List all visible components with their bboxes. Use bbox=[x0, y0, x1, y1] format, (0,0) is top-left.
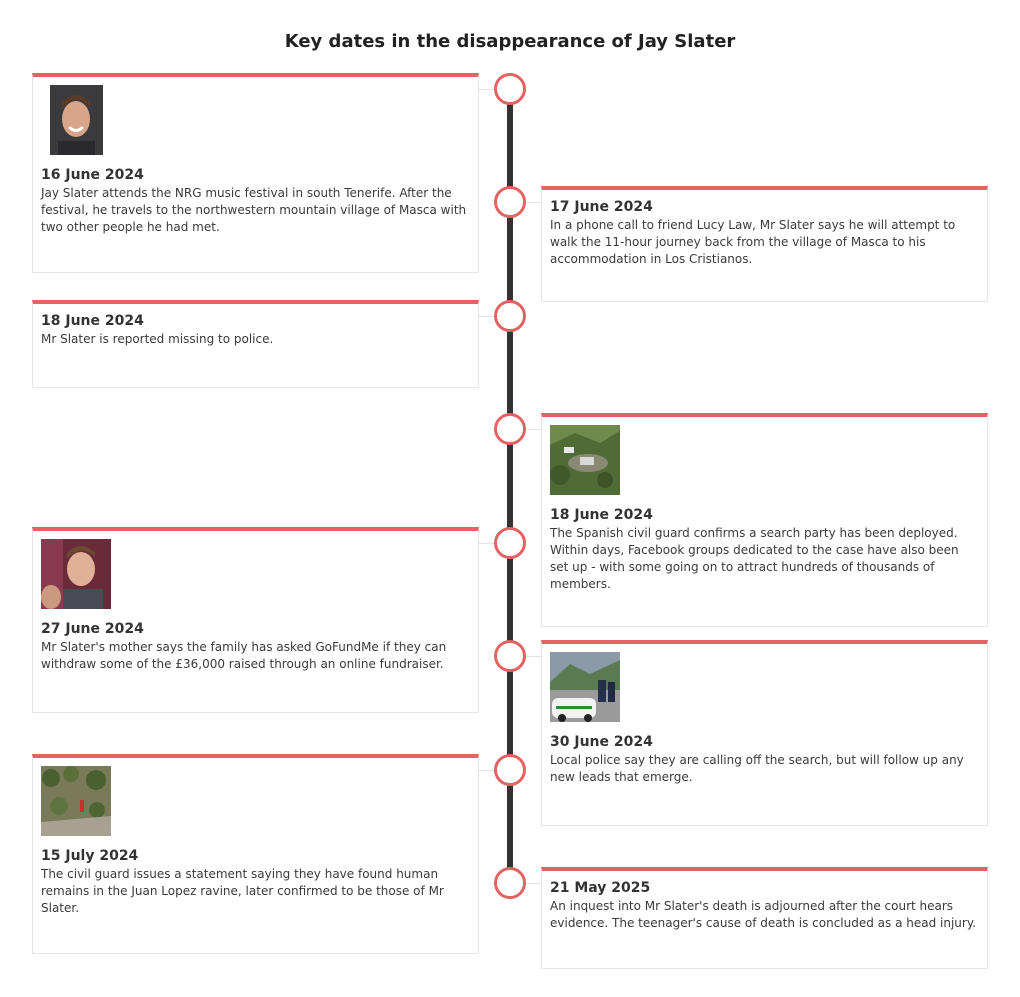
timeline-node-4 bbox=[494, 413, 526, 445]
selfie-photo bbox=[41, 539, 111, 609]
event-date: 30 June 2024 bbox=[550, 734, 653, 750]
event-card bbox=[541, 186, 988, 302]
connector-2 bbox=[526, 202, 541, 203]
timeline-node-8 bbox=[494, 867, 526, 899]
search-party-photo bbox=[550, 425, 620, 495]
event-date: 17 June 2024 bbox=[550, 199, 653, 215]
event-date: 18 June 2024 bbox=[550, 507, 653, 523]
timeline-node-3 bbox=[494, 300, 526, 332]
event-description: Local police say they are calling off the search, but will follow up any new leads that emerge. bbox=[550, 753, 964, 784]
event-description: Jay Slater attends the NRG music festival in south Tenerife. After the festival, he travels to the northwestern mountain village of Masca with two other people he had met. bbox=[41, 186, 467, 234]
event-card bbox=[541, 413, 988, 627]
event-description: Mr Slater's mother says the family has asked GoFundMe if they can withdraw some of the £36,000 raised through an online fundraiser. bbox=[41, 640, 447, 671]
connector-8 bbox=[526, 883, 541, 884]
event-card bbox=[541, 640, 988, 826]
event-description: The Spanish civil guard confirms a search party has been deployed. Within days, Facebook groups dedicated to the case have also been set up - with some going on to attract hundreds of thousands of members. bbox=[550, 526, 959, 591]
event-date: 21 May 2025 bbox=[550, 880, 651, 896]
connector-7 bbox=[478, 770, 494, 771]
timeline-node-2 bbox=[494, 186, 526, 218]
event-date: 16 June 2024 bbox=[41, 167, 144, 183]
event-description: Mr Slater is reported missing to police. bbox=[41, 332, 274, 346]
timeline-node-7 bbox=[494, 754, 526, 786]
event-card bbox=[32, 754, 479, 954]
event-card bbox=[32, 73, 479, 273]
connector-1 bbox=[478, 89, 494, 90]
timeline-node-1 bbox=[494, 73, 526, 105]
portrait-photo bbox=[50, 85, 103, 155]
connector-3 bbox=[478, 316, 494, 317]
event-description: An inquest into Mr Slater's death is adjourned after the court hears evidence. The teenager's cause of death is concluded as a head injury. bbox=[550, 899, 977, 930]
event-date: 18 June 2024 bbox=[41, 313, 144, 329]
timeline-node-5 bbox=[494, 527, 526, 559]
connector-4 bbox=[526, 429, 541, 430]
event-description: In a phone call to friend Lucy Law, Mr Slater says he will attempt to walk the 11-hour journey back from the village of Masca to his accommodation in Los Cristianos. bbox=[550, 218, 956, 266]
event-date: 27 June 2024 bbox=[41, 621, 144, 637]
connector-5 bbox=[478, 543, 494, 544]
timeline-node-6 bbox=[494, 640, 526, 672]
event-date: 15 July 2024 bbox=[41, 848, 139, 864]
event-card bbox=[32, 300, 479, 388]
event-card bbox=[541, 867, 988, 969]
chart-title: Key dates in the disappearance of Jay Slater bbox=[284, 31, 736, 52]
connector-6 bbox=[526, 656, 541, 657]
police-cars-photo bbox=[550, 652, 620, 722]
ravine-photo bbox=[41, 766, 111, 836]
event-description: The civil guard issues a statement saying they have found human remains in the Juan Lopez ravine, later confirmed to be those of Mr Slater. bbox=[41, 867, 444, 915]
event-card bbox=[32, 527, 479, 713]
